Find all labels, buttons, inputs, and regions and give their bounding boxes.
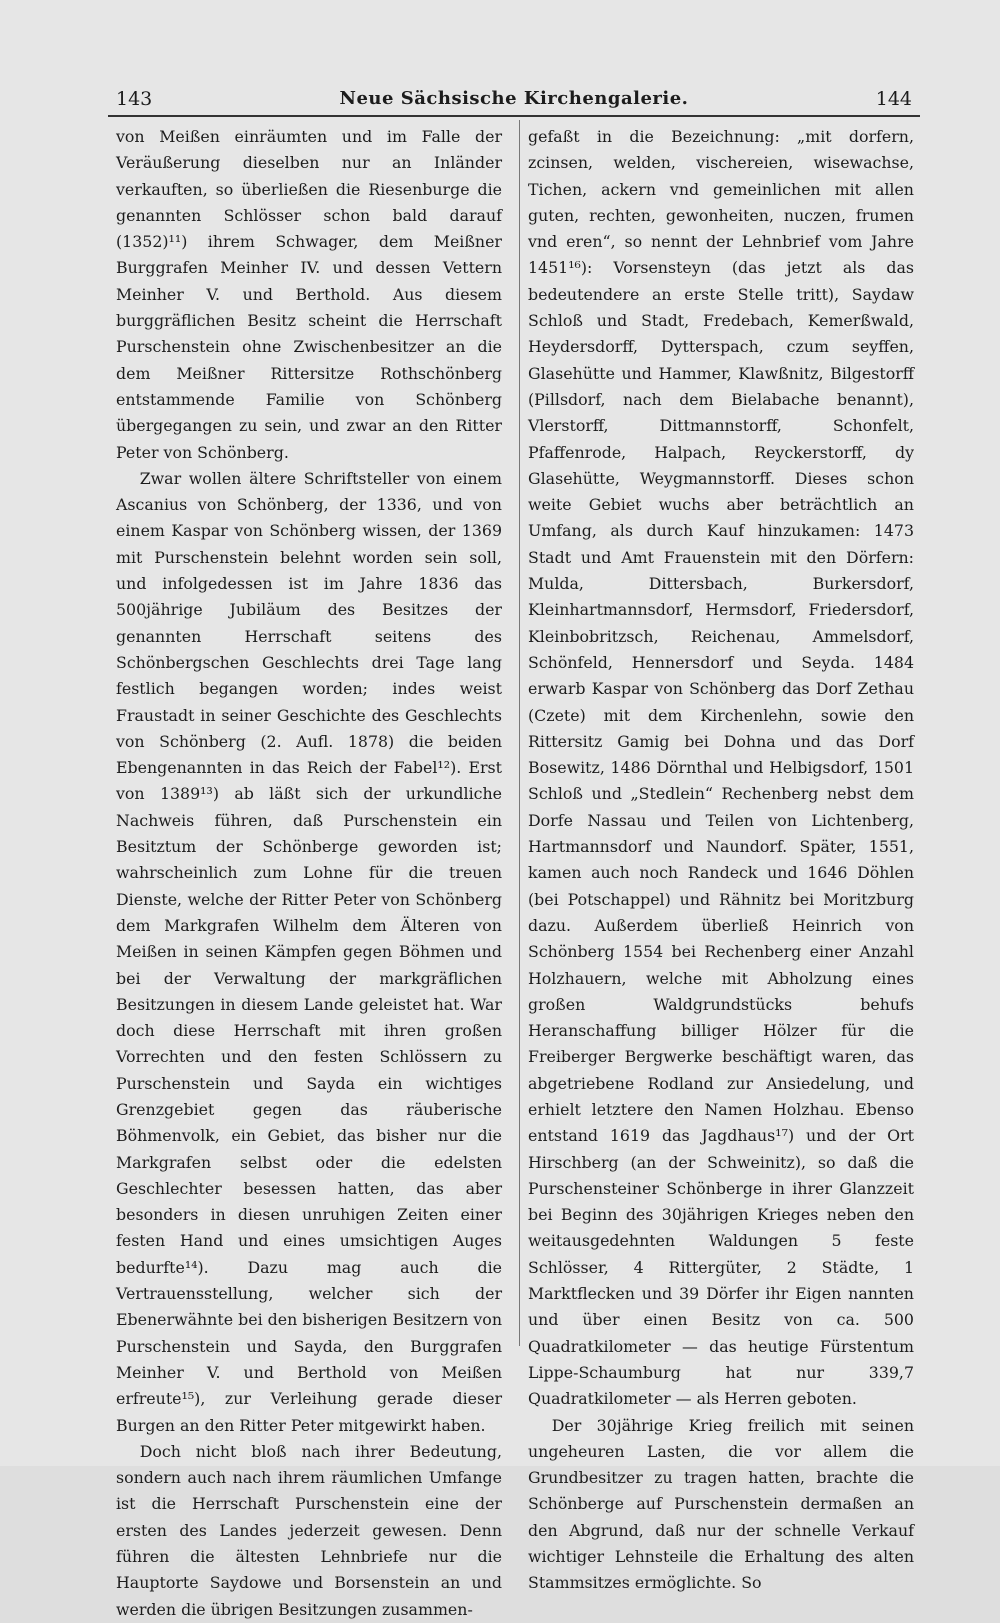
paragraph: Doch nicht bloß nach ihrer Bedeutung, sondern auch nach ihrem räumlichen Umfange ist die Herrschaft Purschenstein eine der ersten des Landes jederzeit gewesen. Denn führen die ältesten Lehnbriefe nur die Hauptorte Saydowe und Borsenstein an und werden die übrigen Besitzungen zusammen- bbox=[116, 1441, 502, 1619]
paragraph: Der 30jährige Krieg freilich mit seinen ungeheuren Lasten, die vor allem die Grundbesitzer zu tragen hatten, brachte die Schönberge auf Purschenstein dermaßen an den Abgrund, daß nur der schnelle Verkauf wichtiger Lehnsteile die Erhaltung des alten Stammsitzes ermöglichte. So bbox=[528, 1415, 914, 1593]
right-column bbox=[528, 124, 914, 1597]
running-title: Neue Sächsische Kirchengalerie. bbox=[339, 88, 689, 109]
paragraph: gefaßt in die Bezeichnung: „mit dorfern, zcinsen, welden, vischereien, wisewachse, Tichen, ackern vnd gemeinlichen mit allen guten, rechten, gewonheiten, nuczen, frumen vnd eren“, so nennt der Lehnbrief vom Jahre 1451¹⁶): Vorsensteyn (das jetzt als das bedeutendere an erste Stelle tritt), Saydaw Schloß und Stadt, Fredebach, Kemerßwald, Heydersdorff, Dytterspach, czum seyffen, Glasehütte und Hammer, Klawßnitz, Bilgestorff (Pillsdorf, nach dem Bielabache benannt), Vlerstorff, Dittmannstorff, Schonfelt, Pfaffenrode, Halpach, Reyckerstorff, dy Glasehütte, Weygmannstorff. Dieses schon weite Gebiet wuchs aber beträchtlich an Umfang, als durch Kauf hinzukamen: 1473 Stadt und Amt Frauenstein mit den Dörfern: Mulda, Dittersbach, Burkersdorf, Kleinhartmannsdorf, Hermsdorf, Friedersdorf, Kleinbobritzsch, Reichenau, Ammelsdorf, Schönfeld, Hennersdorf und Seyda. 1484 erwarb Kaspar von Schönberg das Dorf Zethau (Czete) mit dem Kirchenlehn, sowie den Rittersitz Gamig bei Dohna und das Dorf Bosewitz, 1486 Dörnthal und Helbigsdorf, 1501 Schloß und „Stedlein“ Rechenberg nebst dem Dorfe Nassau und Teilen von Lichtenberg, Hartmannsdorf und Naundorf. Später, 1551, kamen auch noch Randeck und 1646 Döhlen (bei Potschappel) und Rähnitz bei Moritzburg dazu. Außerdem überließ Heinrich von Schönberg 1554 bei Rechenberg einer Anzahl Holzhauern, welche mit Abholzung eines großen Waldgrundstücks behufs Heranschaffung billiger Hölzer für die Freiberger Bergwerke beschäftigt waren, das abgetriebene Rodland zur Ansiedelung, und erhielt letztere den Namen Holzhau. Ebenso entstand 1619 das Jagdhaus¹⁷) und der Ort Hirschberg (an der Schweinitz), so daß die Purschensteiner Schönberge in ihrer Glanzzeit bei Beginn des 30jährigen Krieges neben den weitausgedehnten Waldungen 5 feste Schlösser, 4 Rittergüter, 2 Städte, 1 Marktflecken und 39 Dörfer ihr Eigen nannten und über einen Besitz von ca. 500 Quadratkilometer — das heutige Fürstentum Lippe-Schaumburg hat nur 339,7 Quadratkilometer — als Herren geboten. bbox=[528, 127, 914, 1409]
paragraph: von Meißen einräumten und im Falle der Veräußerung dieselben nur an Inländer verkauften, so überließen die Riesenburge die genannten Schlösser schon bald darauf (1352)¹¹) ihrem Schwager, dem Meißner Burggrafen Meinher IV. und dessen Vettern Meinher V. und Berthold. Aus diesem burggräflichen Besitz scheint die Herrschaft Purschenstein ohne Zwischenbesitzer an die dem Meißner Rittersitze Rothschönberg entstammende Familie von Schönberg übergegangen zu sein, und zwar an den Ritter Peter von Schönberg. bbox=[116, 127, 502, 462]
page-header bbox=[116, 88, 912, 118]
column-divider bbox=[519, 120, 520, 1346]
paragraph: Zwar wollen ältere Schriftsteller von einem Ascanius von Schönberg, der 1336, und von einem Kaspar von Schönberg wissen, der 1369 mit Purschenstein belehnt worden sein soll, und infolgedessen ist im Jahre 1836 das 500jährige Jubiläum des Besitzes der genannten Herrschaft seitens des Schönbergschen Geschlechts drei Tage lang festlich begangen worden; indes weist Fraustadt in seiner Geschichte des Geschlechts von Schönberg (2. Aufl. 1878) die beiden Ebengenannten in das Reich der Fabel¹²). Erst von 1389¹³) ab läßt sich der urkundliche Nachweis führen, daß Purschenstein ein Besitztum der Schönberge geworden ist; wahrscheinlich zum Lohne für die treuen Dienste, welche der Ritter Peter von Schönberg dem Markgrafen Wilhelm dem Älteren von Meißen in seinen Kämpfen gegen Böhmen und bei der Verwaltung der markgräflichen Besitzungen in diesem Lande geleistet hat. War doch diese Herrschaft mit ihren großen Vorrechten und den festen Schlössern zu Purschenstein und Sayda ein wichtiges Grenzgebiet gegen das räuberische Böhmenvolk, ein Gebiet, das bisher nur die Markgrafen selbst oder die edelsten Geschlechter besessen hatten, das aber besonders in diesen unruhigen Zeiten einer festen Hand und eines umsichtigen Auges bedurfte¹⁴). Dazu mag auch die Vertrauensstellung, welcher sich der Ebenerwähnte bei den bisherigen Besitzern von Purschenstein und Sayda, den Burggrafen Meinher V. und Berthold von Meißen erfreute¹⁵), zur Verleihung gerade dieser Burgen an den Ritter Peter mitgewirkt haben. bbox=[116, 468, 502, 1435]
page-number-left: 143 bbox=[116, 88, 153, 110]
left-column bbox=[116, 124, 502, 1623]
page-number-right: 144 bbox=[875, 88, 912, 110]
header-rule bbox=[108, 115, 920, 117]
